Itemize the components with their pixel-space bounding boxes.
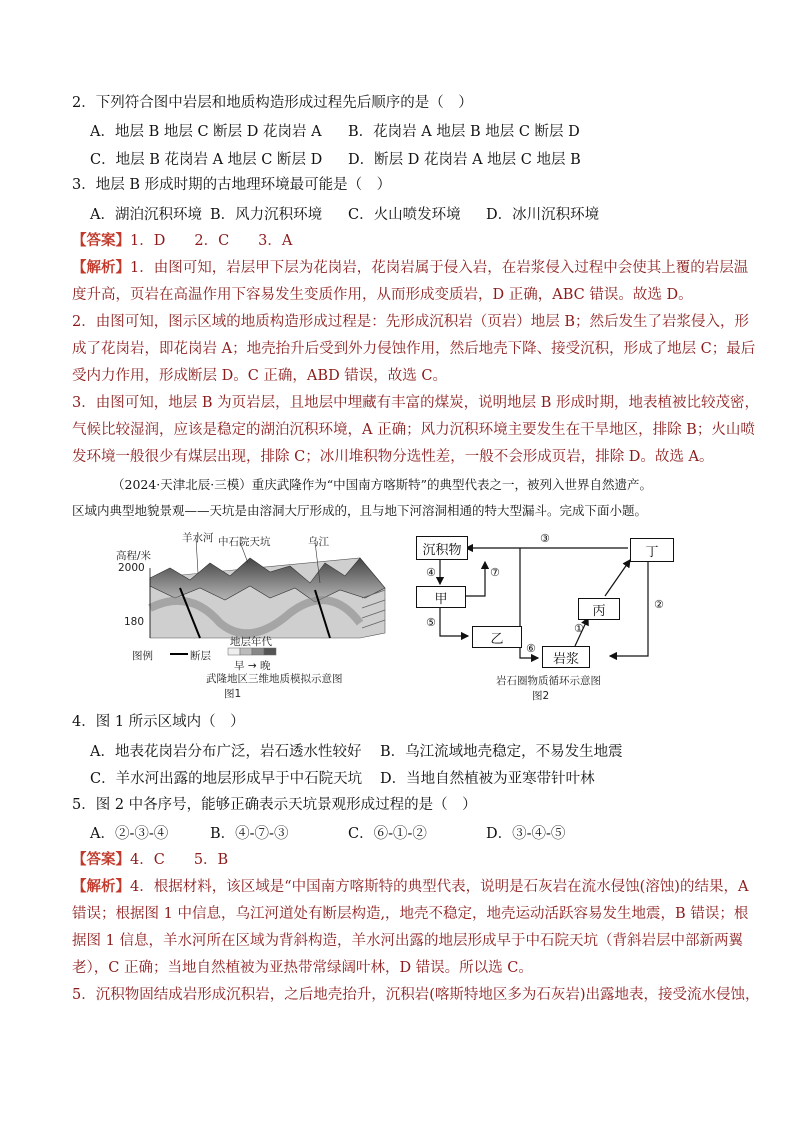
- intro-line-1: 区域内典型地貌景观——天坑是由溶洞大厅形成的，且与地下河溶洞相通的特大型漏斗。完成下面小题。: [72, 503, 648, 518]
- node-jia: 甲: [416, 586, 466, 608]
- answer-text: 1．D 2．C 3．A: [130, 233, 293, 249]
- q5-option-d: D．③-④-⑤: [486, 826, 566, 842]
- q3-option-b: B．风力沉积环境: [210, 207, 323, 223]
- analysis-2-line-0: [72, 876, 748, 898]
- fig1-legend-title: 图例: [132, 650, 153, 662]
- num-7: ⑦: [490, 566, 500, 579]
- q2-option-a: A．地层 B 地层 C 断层 D 花岗岩 A: [90, 124, 322, 140]
- num-6: ⑥: [526, 642, 536, 655]
- num-5: ⑤: [426, 616, 436, 629]
- fig1-y-label: 高程/米: [116, 550, 152, 562]
- analysis-text: 1．由图可知，岩层甲下层为花岗岩，花岗岩属于侵入岩，在岩浆侵入过程中会使其上覆的岩层温: [130, 260, 749, 276]
- analysis-text: 4．根据材料，该区域是“中国南方喀斯特的典型代表，说明是石灰岩在流水侵蚀(溶蚀)的结果，A: [130, 879, 749, 895]
- q5-option-a: A．②-③-④: [90, 826, 169, 842]
- analysis-1-line-1: 度升高，页岩在高温作用下容易发生变质作用，从而形成变质岩，D 正确，ABC 错误。故选 D。: [72, 287, 693, 303]
- analysis-1-line-4: 受内力作用，形成断层 D。C 正确，ABD 错误，故选 C。: [72, 368, 448, 384]
- q2-option-b: B．花岗岩 A 地层 B 地层 C 断层 D: [348, 124, 580, 140]
- figure-2: [410, 528, 700, 698]
- analysis-1-line-5: 3．由图可知，地层 B 为页岩层，且地层中埋藏有丰富的煤炭，说明地层 B 形成时期，地表植被比较茂密，: [72, 395, 759, 411]
- q4-option-a: A．地表花岗岩分布广泛，岩石透水性较好: [90, 744, 362, 760]
- analysis-2-line-4: 5．沉积物固结成岩形成沉积岩，之后地壳抬升，沉积岩(喀斯特地区多为石灰岩)出露地表，接受流水侵蚀，: [72, 987, 760, 1003]
- q5-option-c: C．⑥-①-②: [348, 826, 427, 842]
- analysis-label: 【解析】: [72, 878, 130, 895]
- fig2-caption: 岩石圈物质循环示意图: [496, 675, 601, 687]
- answer-block-1: [72, 230, 292, 252]
- q2-option-c: C．地层 B 花岗岩 A 地层 C 断层 D: [90, 152, 323, 168]
- analysis-1-line-0: [72, 257, 748, 279]
- q5-stem: 5．图 2 中各序号，能够正确表示天坑景观形成过程的是（ ）: [72, 797, 477, 813]
- node-ding: 丁: [630, 538, 674, 562]
- node-yi: 乙: [472, 626, 522, 648]
- fig1-river-label-2: 乌江: [308, 536, 329, 548]
- answer-text: 4．C 5．B: [130, 852, 229, 868]
- node-magma: 岩浆: [542, 646, 590, 668]
- num-2: ②: [654, 598, 664, 611]
- q4-option-d: D．当地自然植被为亚寒带针叶林: [380, 771, 595, 787]
- fig1-y-bottom: 180: [124, 616, 145, 628]
- fig1-pit-label: 中石院天坑: [218, 536, 271, 548]
- node-sediment: 沉积物: [416, 536, 468, 560]
- fig1-label: 图1: [224, 688, 242, 700]
- num-3: ③: [540, 532, 550, 545]
- fig1-caption: 武隆地区三维地质模拟示意图: [206, 673, 343, 685]
- q3-option-c: C．火山喷发环境: [348, 207, 461, 223]
- analysis-2-line-3: 老），C 正确；当地自然植被为亚热带常绿阔叶林，D 错误。所以选 C。: [72, 960, 533, 976]
- q4-option-c: C．羊水河出露的地层形成早于中石院天坑: [90, 771, 363, 787]
- fig1-legend-fault: 断层: [190, 650, 211, 662]
- q4-option-b: B．乌江流域地壳稳定，不易发生地震: [380, 744, 623, 760]
- answer-block-2: [72, 849, 228, 871]
- q3-option-a: A．湖泊沉积环境: [90, 207, 202, 223]
- figure-1: [110, 528, 390, 688]
- answer-label: 【答案】: [72, 232, 130, 249]
- fig1-legend-age: 地层年代: [230, 636, 272, 648]
- analysis-label: 【解析】: [72, 259, 130, 276]
- q2-option-d: D．断层 D 花岗岩 A 地层 C 地层 B: [348, 152, 581, 168]
- intro-line-0: （2024·天津北辰·三模）重庆武隆作为“中国南方喀斯特”的典型代表之一，被列入世界自然遗产。: [112, 477, 653, 492]
- answer-label: 【答案】: [72, 851, 130, 868]
- q3-option-d: D．冰川沉积环境: [486, 207, 600, 223]
- q5-option-b: B．④-⑦-③: [210, 826, 289, 842]
- analysis-1-line-6: 气候比较湿润，应该是稳定的湖泊沉积环境，A 正确；风力沉积环境主要发生在干旱地区，排除 B；火山喷: [72, 422, 755, 438]
- fig1-y-top: 2000: [118, 562, 145, 574]
- node-bing: 丙: [578, 598, 620, 620]
- fig2-label: 图2: [532, 690, 550, 702]
- analysis-2-line-2: 据图 1 信息，羊水河所在区域为背斜构造，羊水河出露的地层形成早于中石院天坑（背斜岩层中部新两翼: [72, 933, 743, 949]
- analysis-1-line-2: 2．由图可知，图示区域的地质构造形成过程是：先形成沉积岩（页岩）地层 B；然后发生了岩浆侵入，形: [72, 314, 749, 330]
- analysis-1-line-7: 发环境一般很少有煤层出现，排除 C；冰川堆积物分选性差，一般不会形成页岩，排除 D。故选 A。: [72, 449, 714, 465]
- fig1-legend-age-scale: 早 → 晚: [234, 660, 271, 672]
- fig1-river-label-1: 羊水河: [182, 532, 214, 544]
- analysis-2-line-1: 错误；根据图 1 中信息，乌江河道处有断层构造,，地壳不稳定，地壳运动活跃容易发生地震，B 错误；根: [72, 906, 749, 922]
- q4-stem: 4．图 1 所示区域内（ ）: [72, 714, 245, 730]
- num-4: ④: [426, 566, 436, 579]
- q3-stem: 3．地层 B 形成时期的古地理环境最可能是（ ）: [72, 177, 392, 193]
- analysis-1-line-3: 成了花岗岩，即花岗岩 A；地壳抬升后受到外力侵蚀作用，然后地壳下降、接受沉积，形成了地层 C；最后: [72, 341, 756, 357]
- q2-stem: 2．下列符合图中岩层和地质构造形成过程先后顺序的是（ ）: [72, 95, 473, 111]
- num-1: ①: [574, 622, 584, 635]
